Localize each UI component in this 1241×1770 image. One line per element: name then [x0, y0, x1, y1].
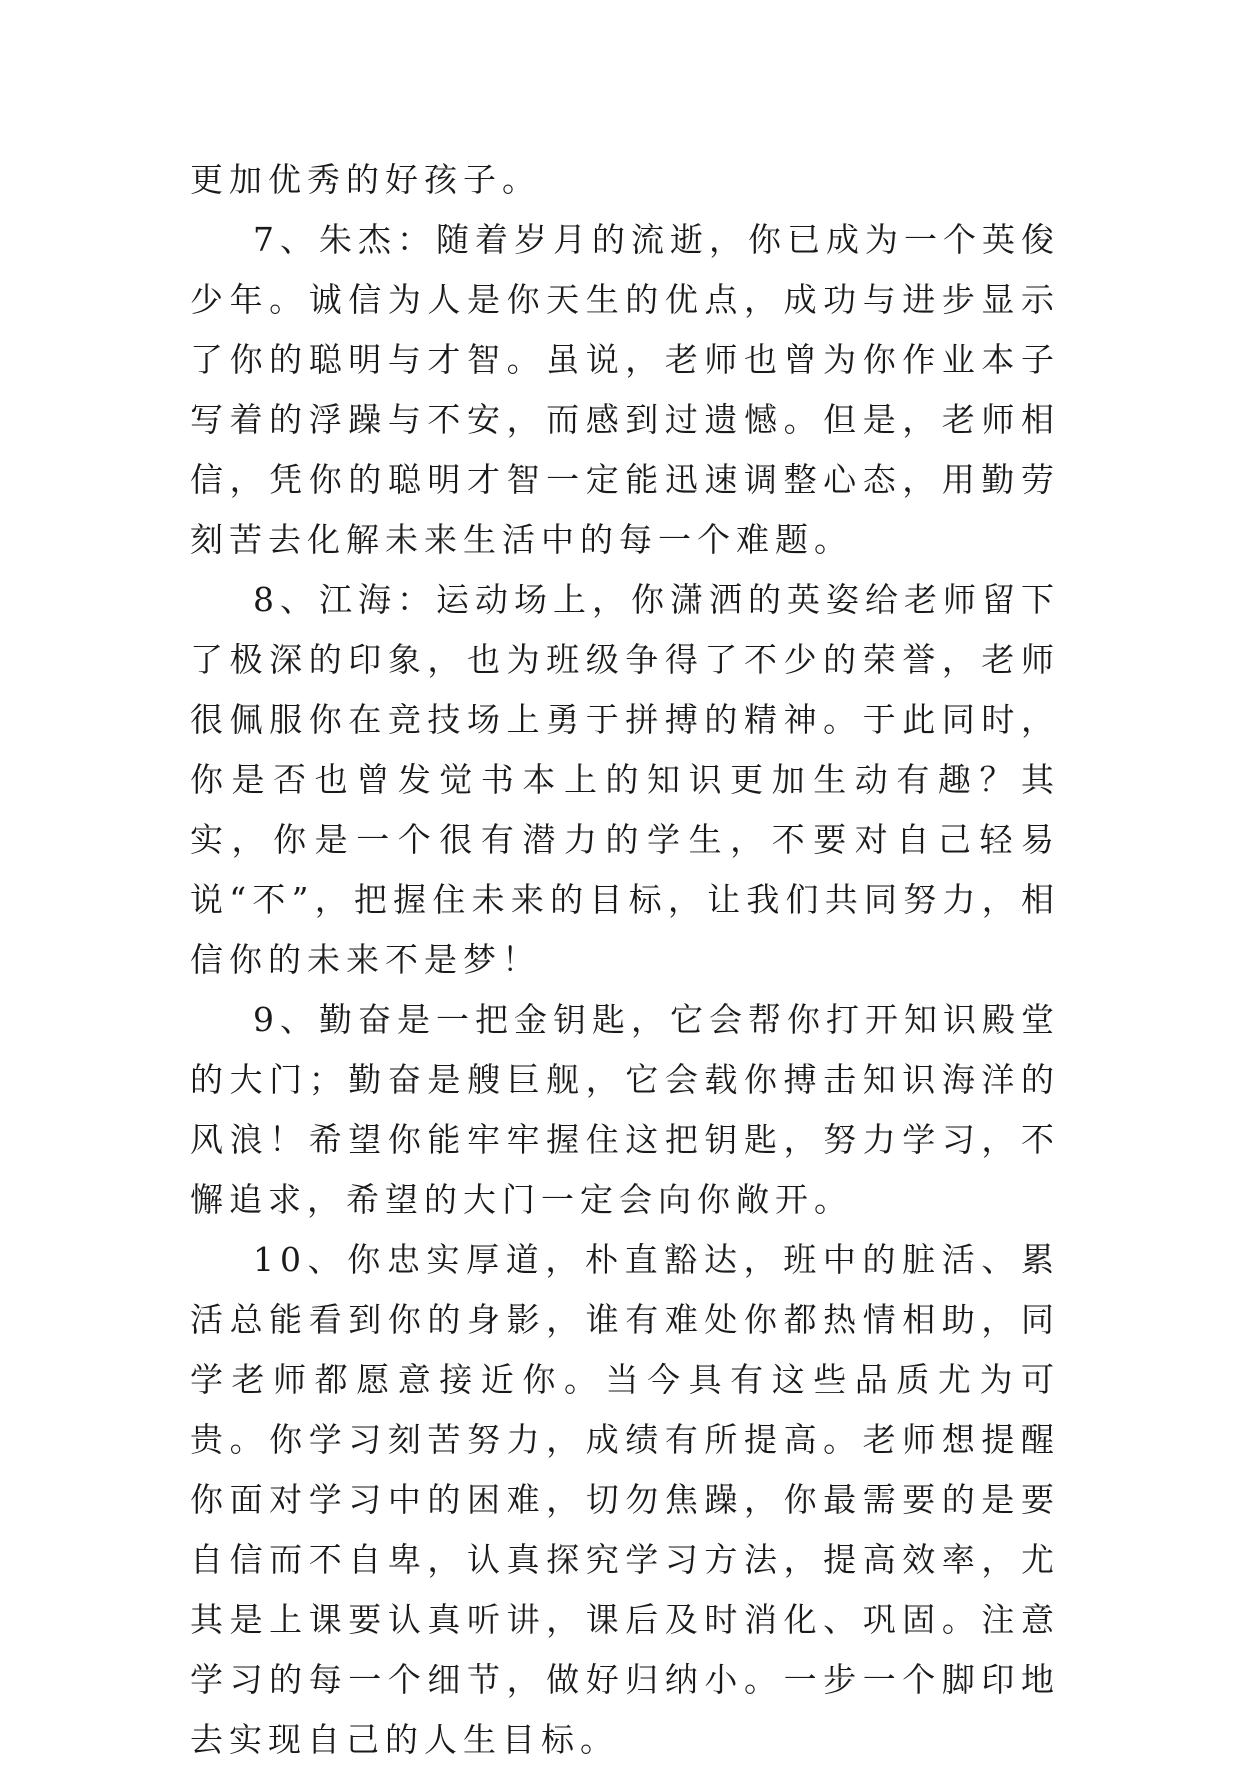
paragraph-comment-10: 10、你忠实厚道，朴直豁达，班中的脏活、累活总能看到你的身影，谁有难处你都热情相助，同学老师都愿意接近你。当今具有这些品质尤为可贵。你学习刻苦努力，成绩有所提高。老师想提醒你面对学习中的困难，切勿焦躁，你最需要的是要自信而不自卑，认真探究学习方法，提高效率，尤其是上课要认真听讲，课后及时消化、巩固。注意学习的每一个细节，做好归纳小。一步一个脚印地去实现自己的人生目标。	[190, 1240, 1060, 1759]
paragraph-comment-7: 7、朱杰：随着岁月的流逝，你已成为一个英俊少年。诚信为人是你天生的优点，成功与进步显示了你的聪明与才智。虽说，老师也曾为你作业本子写着的浮躁与不安，而感到过遗憾。但是，老师相信，凭你的聪明才智一定能迅速调整心态，用勤劳刻苦去化解未来生活中的每一个难题。	[190, 220, 1060, 559]
document-body	[190, 150, 1060, 1770]
paragraph-continuation: 更加优秀的好孩子。	[190, 160, 541, 199]
paragraph-comment-8: 8、江海：运动场上，你潇洒的英姿给老师留下了极深的印象，也为班级争得了不少的荣誉，老师很佩服你在竞技场上勇于拼搏的精神。于此同时，你是否也曾发觉书本上的知识更加生动有趣？其实，你是一个很有潜力的学生，不要对自己轻易说“不”，把握住未来的目标，让我们共同努力，相信你的未来不是梦！	[190, 580, 1060, 979]
paragraph-comment-9: 9、勤奋是一把金钥匙，它会帮你打开知识殿堂的大门；勤奋是艘巨舰，它会载你搏击知识海洋的风浪！希望你能牢牢握住这把钥匙，努力学习，不懈追求，希望的大门一定会向你敞开。	[190, 1000, 1060, 1219]
